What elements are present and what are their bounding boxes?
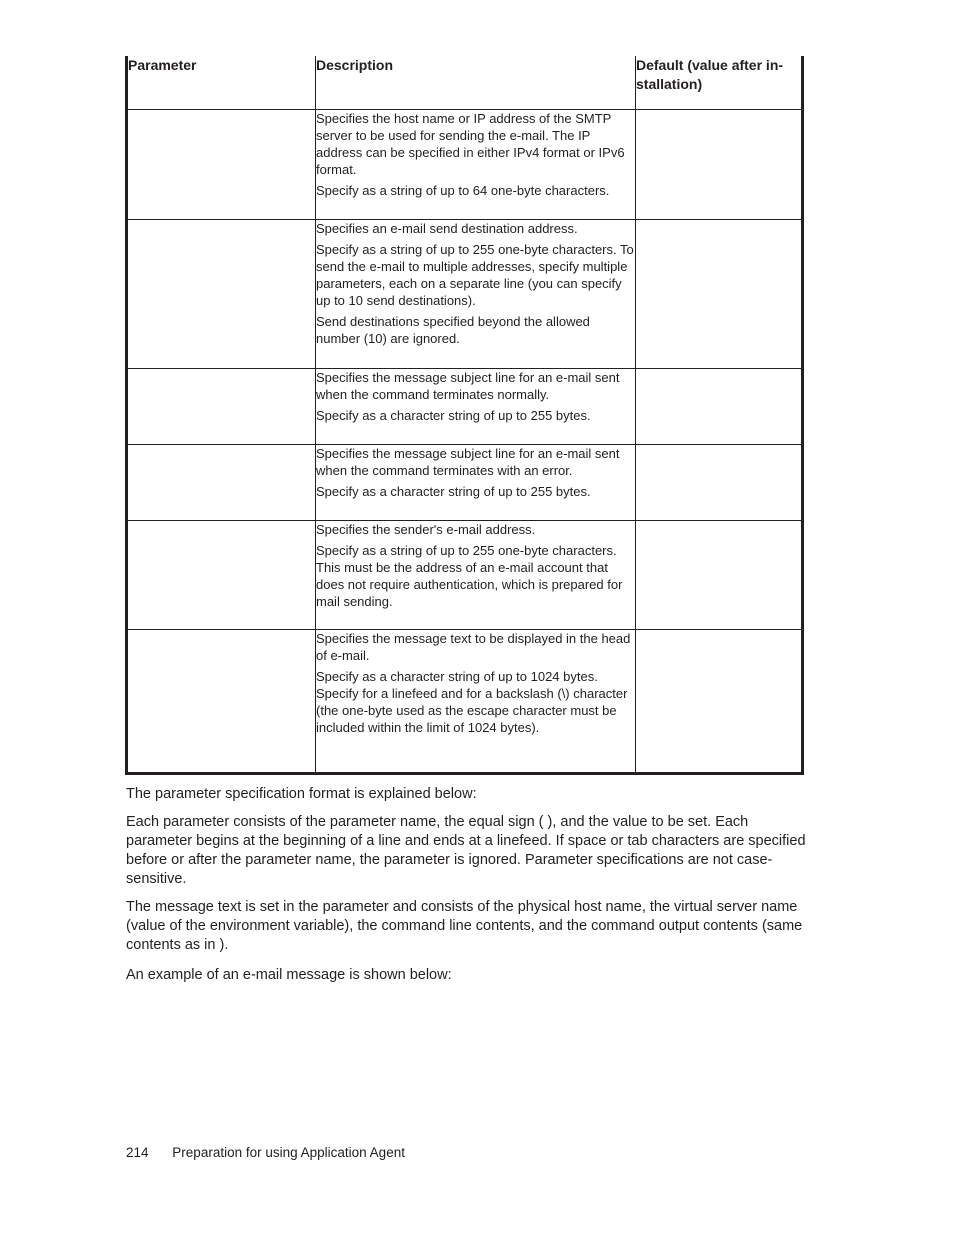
table-row: [127, 368, 803, 444]
default-cell: [636, 444, 803, 520]
table-row: [127, 219, 803, 368]
parameter-cell: [127, 444, 316, 520]
description-text: Specifies an e-mail send destination address.: [316, 220, 578, 236]
description-text: Specify as a string of up to 64 one-byte characters.: [316, 182, 610, 198]
message-text-explanation: The message text is set in the parameter and consists of the physical host name, the virtual server name (value of the environment variable), the command line contents, and the command output contents (same contents as in ).: [126, 899, 803, 953]
format-explanation: Each parameter consists of the parameter name, the equal sign ( ), and the value to be set. Each parameter begins at the beginning of a line and ends at a linefeed. If space or tab characters are specified before or after the parameter name, the parameter is ignored. Parameter specifications are not case-sensitive.: [126, 814, 806, 887]
table-row: [127, 629, 803, 773]
description-text: Specifies the sender's e-mail address.: [316, 521, 536, 537]
page-footer: [126, 1145, 405, 1160]
description-cell: [316, 520, 636, 629]
default-cell: [636, 219, 803, 368]
description-text: Specify as a string of up to 255 one-byte characters. This must be the address of an e-mail account that does not require authentication, which is prepared for mail sending.: [316, 542, 623, 609]
header-default: Default (value after in-stallation): [636, 56, 803, 109]
default-cell: [636, 520, 803, 629]
description-text: Specify as a string of up to 255 one-byte characters. To send the e-mail to multiple addresses, specify multiple parameters, each on a separate line (you can specify up to 10 send destinations).: [316, 241, 634, 308]
table-header-row: [127, 56, 803, 109]
description-cell: [316, 109, 636, 219]
parameter-cell: [127, 219, 316, 368]
parameter-cell: [127, 629, 316, 773]
page-number: 214: [126, 1145, 149, 1160]
description-text: Specifies the message subject line for an e-mail sent when the command terminates normally.: [316, 369, 620, 402]
header-description: Description: [316, 56, 636, 109]
description-text: Specifies the message text to be displayed in the head of e-mail.: [316, 630, 631, 663]
description-cell: [316, 368, 636, 444]
default-cell: [636, 629, 803, 773]
parameter-cell: [127, 520, 316, 629]
header-parameter: Parameter: [127, 56, 316, 109]
description-cell: [316, 219, 636, 368]
table-row: [127, 520, 803, 629]
parameter-table: [125, 56, 804, 775]
table-row: [127, 109, 803, 219]
parameter-cell: [127, 368, 316, 444]
description-cell: [316, 444, 636, 520]
description-text: Specifies the host name or IP address of the SMTP server to be used for sending the e-mail. The IP address can be specified in either IPv4 format or IPv6 format.: [316, 110, 625, 177]
description-cell: [316, 629, 636, 773]
description-text: Specifies the message subject line for an e-mail sent when the command terminates with an error.: [316, 445, 620, 478]
example-intro: An example of an e-mail message is shown below:: [126, 967, 452, 983]
table-row: [127, 444, 803, 520]
description-text: Specify as a character string of up to 1024 bytes. Specify for a linefeed and for a backslash (\) character (the one-byte used as the escape character must be included within the limit of 1024 bytes).: [316, 668, 628, 735]
description-text: Specify as a character string of up to 255 bytes.: [316, 407, 591, 423]
description-text: Send destinations specified beyond the allowed number (10) are ignored.: [316, 313, 590, 346]
parameter-cell: [127, 109, 316, 219]
default-cell: [636, 109, 803, 219]
footer-title: Preparation for using Application Agent: [172, 1145, 405, 1160]
description-text: Specify as a character string of up to 255 bytes.: [316, 483, 591, 499]
default-cell: [636, 368, 803, 444]
format-intro: The parameter specification format is explained below:: [126, 786, 477, 802]
